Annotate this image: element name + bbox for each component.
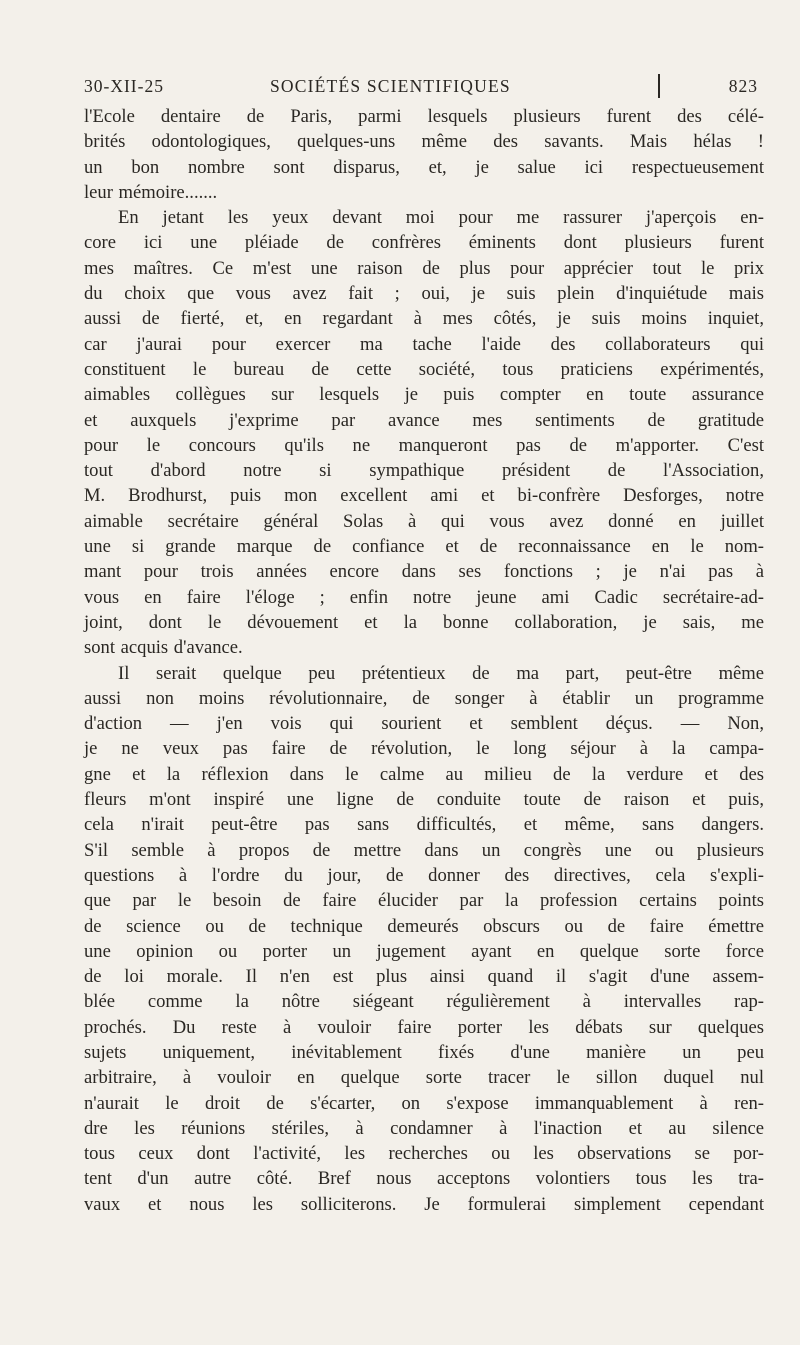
text-line: tous ceux dont l'activité, les recherches ou les observations se por- bbox=[84, 1143, 764, 1165]
text-line: leur mémoire....... bbox=[84, 181, 218, 203]
text-line: prochés. Du reste à vouloir faire porter les débats sur quelques bbox=[84, 1016, 764, 1038]
text-line: fleurs m'ont inspiré une ligne de conduite toute de raison et puis, bbox=[84, 789, 764, 811]
text-line: arbitraire, à vouloir en quelque sorte tracer le sillon duquel nul bbox=[84, 1067, 764, 1089]
text-line: gne et la réflexion dans le calme au milieu de la verdure et des bbox=[84, 763, 764, 785]
text-line: Il serait quelque peu prétentieux de ma part, peut-être même bbox=[118, 662, 764, 684]
text-line: tent d'un autre côté. Bref nous acceptons volontiers tous les tra- bbox=[84, 1168, 764, 1190]
text-line: core ici une pléiade de confrères éminents dont plusieurs furent bbox=[84, 232, 764, 254]
text-line: sujets uniquement, inévitablement fixés d'une manière un peu bbox=[84, 1041, 764, 1063]
text-line: aussi de fierté, et, en regardant à mes côtés, je suis moins inquiet, bbox=[84, 308, 764, 330]
text-line: En jetant les yeux devant moi pour me rassurer j'aperçois en- bbox=[118, 207, 764, 229]
text-line: vous en faire l'éloge ; enfin notre jeune ami Cadic secrétaire-ad- bbox=[84, 586, 764, 608]
body-text bbox=[84, 104, 764, 1217]
text-line: tout d'abord notre si sympathique président de l'Association, bbox=[84, 460, 764, 482]
text-line: car j'aurai pour exercer ma tache l'aide des collaborateurs qui bbox=[84, 333, 764, 355]
text-line: un bon nombre sont disparus, et, je salue ici respectueusement bbox=[84, 156, 764, 178]
text-line: une opinion ou porter un jugement ayant en quelque sorte force bbox=[84, 940, 764, 962]
text-line: vaux et nous les solliciterons. Je formulerai simplement cependant bbox=[84, 1193, 764, 1215]
text-line: du choix que vous avez fait ; oui, je suis plein d'inquiétude mais bbox=[84, 283, 764, 305]
page-number: 823 bbox=[728, 76, 758, 96]
text-line: dre les réunions stériles, à condamner à l'inaction et au silence bbox=[84, 1117, 764, 1139]
text-line: d'action — j'en vois qui sourient et semblent déçus. — Non, bbox=[84, 713, 764, 735]
text-line: mant pour trois années encore dans ses fonctions ; je n'ai pas à bbox=[84, 561, 764, 583]
text-line: de loi morale. Il n'en est plus ainsi quand il s'agit d'une assem- bbox=[84, 966, 764, 988]
paragraph bbox=[84, 661, 764, 1218]
text-line: aimable secrétaire général Solas à qui vous avez donné en juillet bbox=[84, 510, 764, 532]
text-line: de science ou de technique demeurés obscurs ou de faire émettre bbox=[84, 915, 764, 937]
text-line: l'Ecole dentaire de Paris, parmi lesquels plusieurs furent des célé- bbox=[84, 106, 764, 127]
text-line: cela n'irait peut-être pas sans difficultés, et même, sans dangers. bbox=[84, 814, 764, 836]
text-line: que par le besoin de faire élucider par la profession certains points bbox=[84, 890, 764, 912]
text-line: une si grande marque de confiance et de reconnaissance en le nom- bbox=[84, 536, 764, 558]
text-line: blée comme la nôtre siégeant régulièrement à intervalles rap- bbox=[84, 991, 764, 1013]
text-line: n'aurait le droit de s'écarter, on s'expose immanquablement à ren- bbox=[84, 1092, 764, 1114]
text-line: questions à l'ordre du jour, de donner des directives, cela s'expli- bbox=[84, 864, 764, 886]
text-line: je ne veux pas faire de révolution, le long séjour à la campa- bbox=[84, 738, 764, 760]
header-date: 30-XII-25 bbox=[84, 76, 164, 96]
paragraph bbox=[84, 205, 764, 660]
text-line: aussi non moins révolutionnaire, de songer à établir un programme bbox=[84, 687, 764, 709]
text-line: S'il semble à propos de mettre dans un congrès une ou plusieurs bbox=[84, 839, 764, 861]
running-header bbox=[84, 68, 764, 100]
text-line: pour le concours qu'ils ne manqueront pas de m'apporter. C'est bbox=[84, 434, 764, 456]
text-line: et auxquels j'exprime par avance mes sentiments de gratitude bbox=[84, 409, 764, 431]
header-title: SOCIÉTÉS SCIENTIFIQUES bbox=[270, 76, 511, 96]
text-line: sont acquis d'avance. bbox=[84, 637, 243, 659]
text-line: constituent le bureau de cette société, tous praticiens expérimentés, bbox=[84, 358, 764, 380]
text-line: brités odontologiques, quelques-uns même des savants. Mais hélas ! bbox=[84, 131, 764, 153]
header-rule bbox=[658, 74, 660, 98]
paragraph bbox=[84, 104, 764, 205]
text-line: M. Brodhurst, puis mon excellent ami et bi-confrère Desforges, notre bbox=[84, 485, 764, 507]
text-line: joint, dont le dévouement et la bonne collaboration, je sais, me bbox=[84, 611, 764, 633]
text-line: mes maîtres. Ce m'est une raison de plus pour apprécier tout le prix bbox=[84, 257, 764, 279]
text-line: aimables collègues sur lesquels je puis compter en toute assurance bbox=[84, 384, 764, 406]
